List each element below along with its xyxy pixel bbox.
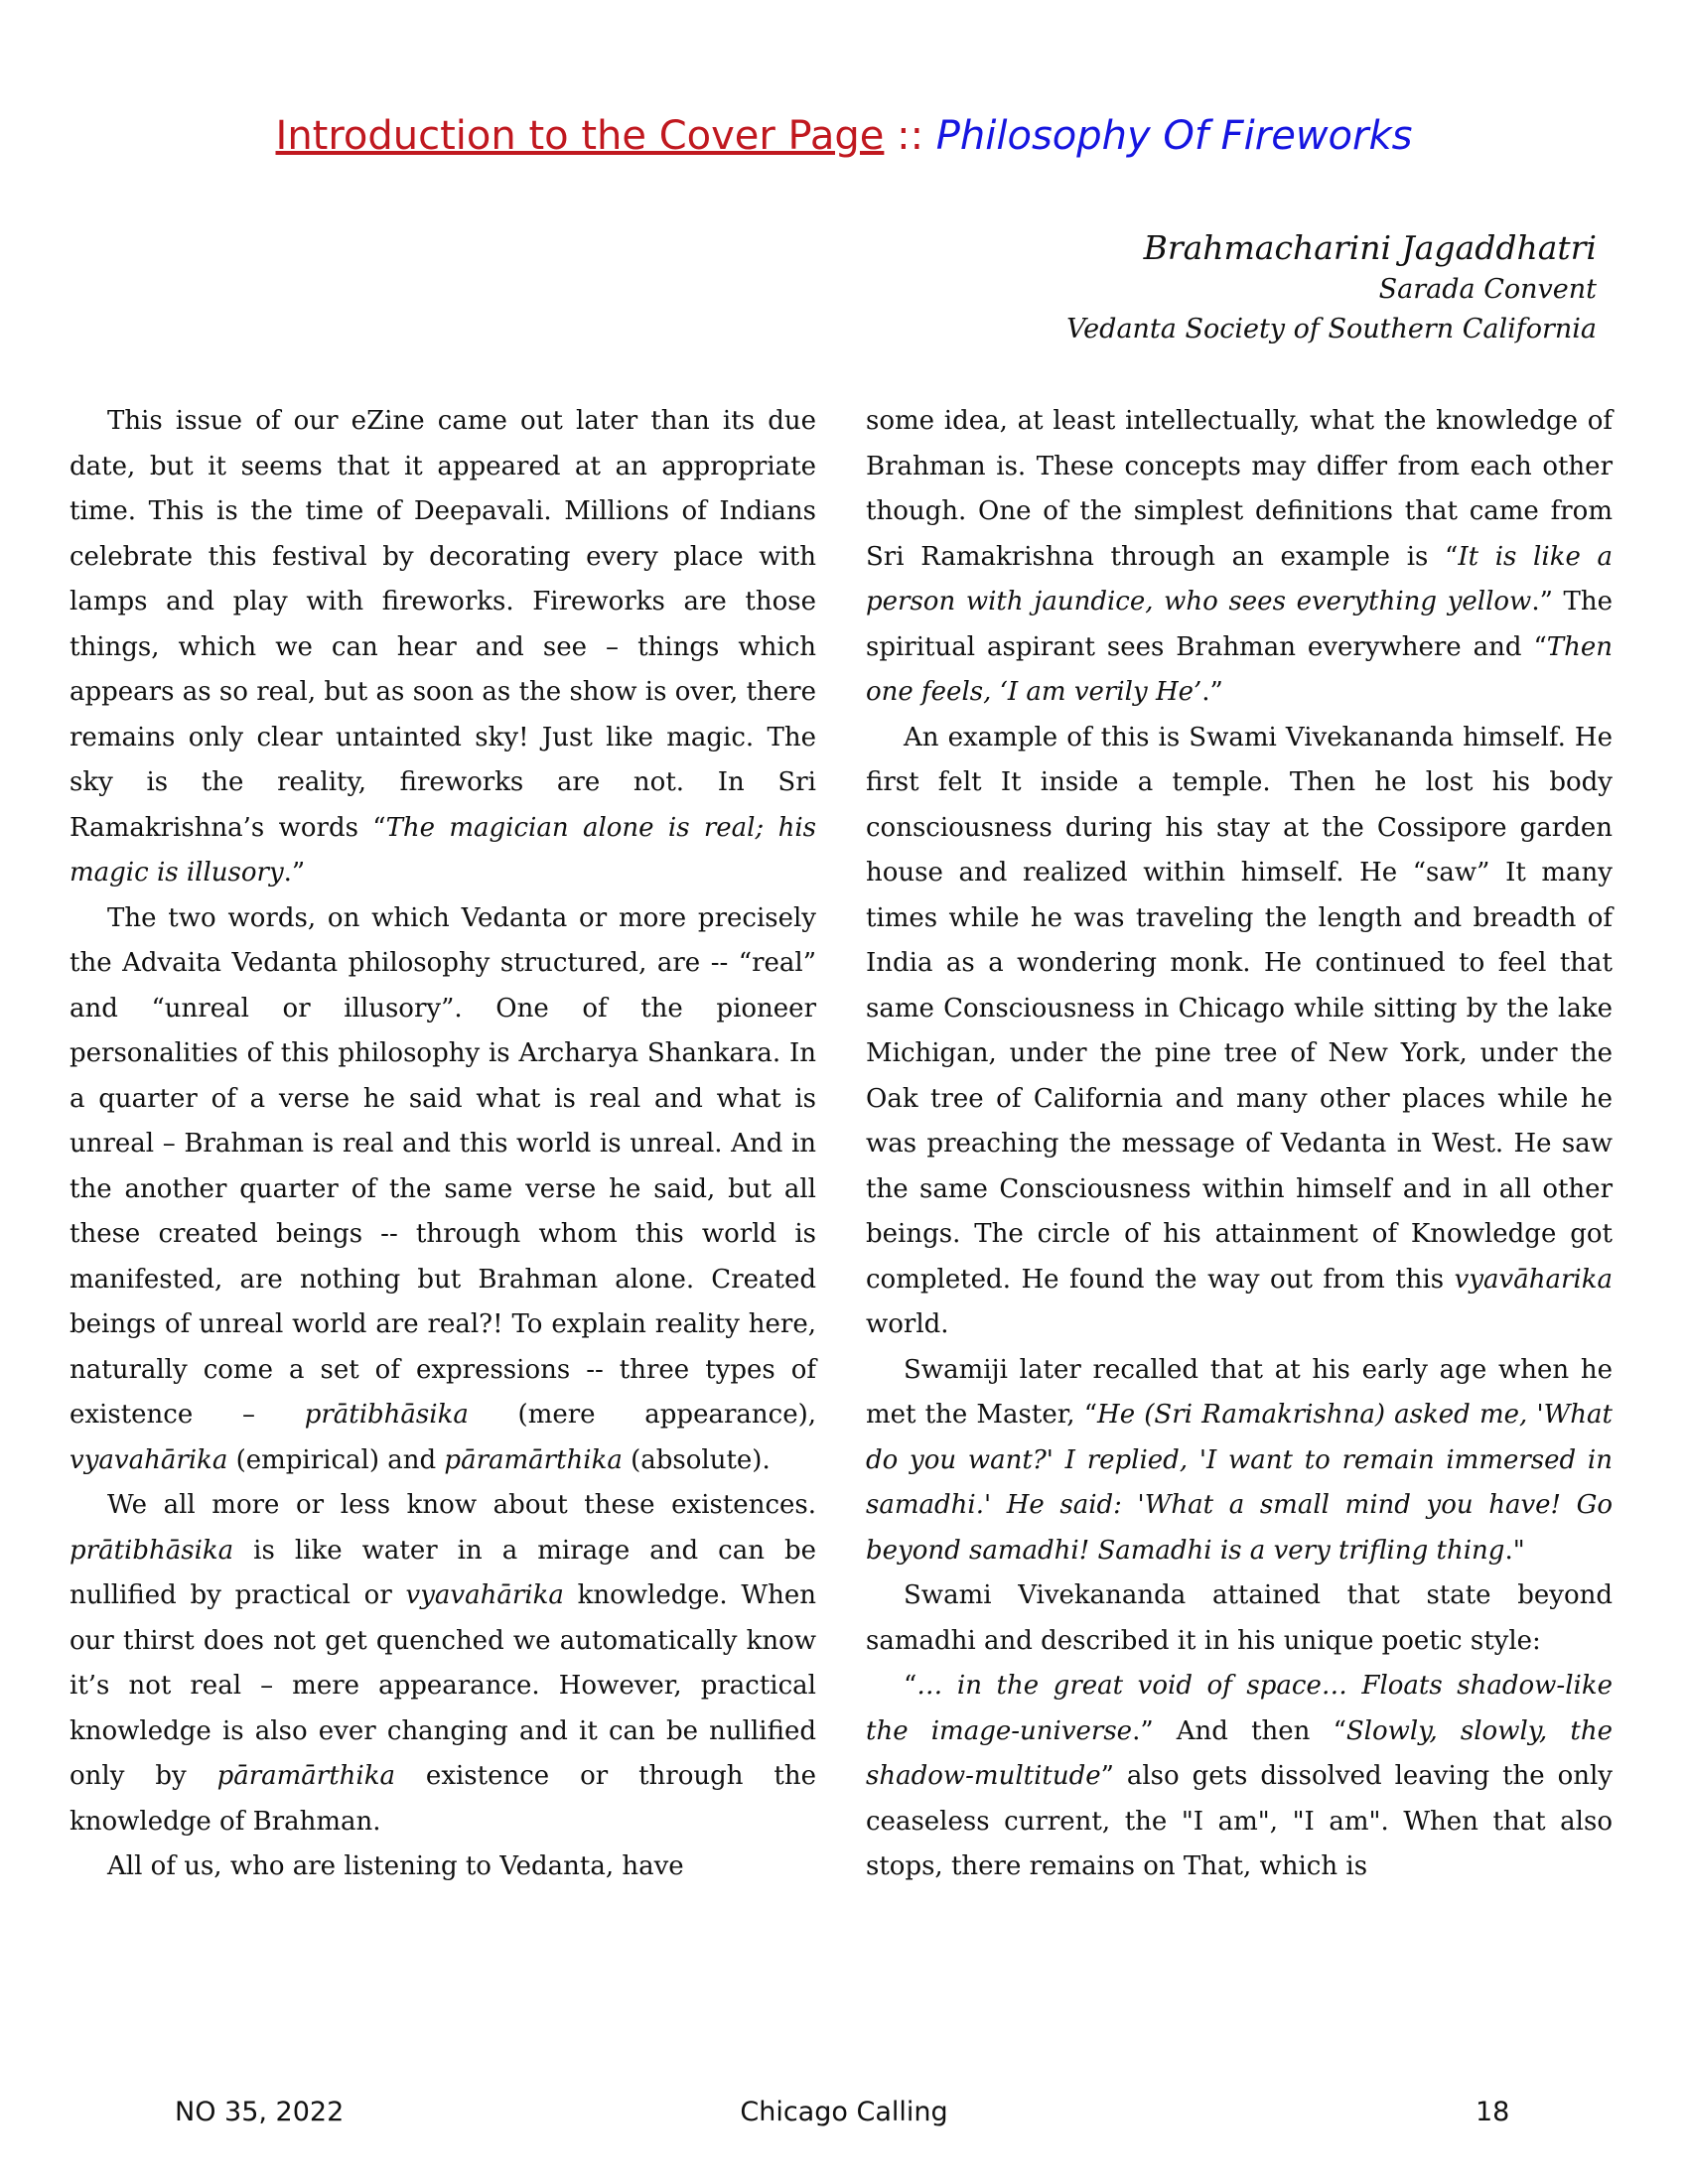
text-run: world. bbox=[866, 1309, 949, 1339]
paragraph bbox=[866, 399, 1613, 716]
text-run: ” also gets dissolved leaving the only ceaseless current, the "I am", "I am". When that also stops, there remains on That, which is bbox=[866, 1761, 1613, 1881]
paragraph bbox=[866, 1573, 1613, 1664]
text-run: .” bbox=[283, 858, 306, 887]
quote: He (Sri Ramakrishna) asked me, 'What do you want?' I replied, 'I want to remain immersed in samadhi.' He said: 'What a small mind you have! Go beyond samadhi! Samadhi is a very trifling thing bbox=[866, 1400, 1614, 1566]
title-separator: :: bbox=[884, 113, 936, 159]
paragraph bbox=[70, 1844, 816, 1890]
quote: Slowly, slowly, the shadow-multitude bbox=[866, 1715, 1613, 1791]
paragraph bbox=[866, 1664, 1613, 1890]
text-run: existence or through the knowledge of Brahman. bbox=[70, 1761, 816, 1837]
term: prātibhāsika bbox=[70, 1535, 234, 1566]
text-run: .” The spiritual aspirant sees Brahman everywhere and “ bbox=[866, 587, 1613, 662]
text-run: (empirical) and bbox=[227, 1444, 445, 1475]
author-affiliation: Sarada Convent bbox=[1378, 274, 1597, 305]
text-run: “ bbox=[904, 1671, 917, 1701]
page-footer bbox=[0, 2097, 1688, 2136]
term: pāramārthika bbox=[444, 1444, 623, 1475]
quote: Then one feels, ‘I am verily He’ bbox=[866, 631, 1613, 707]
text-run: All of us, who are listening to Vedanta, have bbox=[107, 1851, 684, 1881]
paragraph bbox=[70, 399, 816, 896]
term: pāramārthika bbox=[216, 1761, 396, 1791]
text-run: is like water in a mirage and can be nullified by practical or bbox=[70, 1535, 816, 1610]
text-run: some idea, at least intellectually, what the knowledge of Brahman is. These concepts may differ from each other though. One of the simplest definitions that came from Sri Ramakrishna through an example is “ bbox=[866, 406, 1613, 572]
page-number: 18 bbox=[1476, 2097, 1510, 2127]
term: vyavāharika bbox=[1454, 1264, 1613, 1295]
paragraph bbox=[866, 1348, 1613, 1574]
quote: … in the great void of space… Floats shadow-like the image-universe bbox=[866, 1671, 1613, 1746]
text-run: This issue of our eZine came out later than its due date, but it seems that it appeared at an appropriate time. This is the time of Deepavali. Millions of Indians celebrate this festival by decorating every place with lamps and play with fireworks. Fireworks are those things, which we can hear and see – things which appears as so real, but as soon as the show is over, there remains only clear untainted sky! Just like magic. The sky is the reality, fireworks are not. In Sri Ramakrishna’s words “ bbox=[70, 406, 816, 843]
text-run: ." bbox=[1504, 1535, 1525, 1566]
text-run: (mere appearance), bbox=[468, 1400, 816, 1430]
text-run: (absolute). bbox=[622, 1444, 771, 1475]
text-run: The two words, on which Vedanta or more precisely the Advaita Vedanta philosophy structured, are -- “real” and “unreal or illusory”. One of the pioneer personalities of this philosophy is Archarya Shankara. In a quarter of a verse he said what is real and what is unreal – Brahman is real and this world is unreal. And in the another quarter of the same verse he said, but all these created beings -- through whom this world is manifested, are nothing but Brahman alone. Created beings of unreal world are real?! To explain reality here, naturally come a set of expressions -- three types of existence – bbox=[70, 902, 816, 1430]
article-title: Philosophy Of Fireworks bbox=[935, 113, 1413, 159]
byline bbox=[1066, 226, 1597, 349]
term: prātibhāsika bbox=[304, 1400, 469, 1430]
text-run: We all more or less know about these existences. bbox=[107, 1490, 816, 1520]
term: vyavahārika bbox=[70, 1444, 228, 1475]
term: vyavahārika bbox=[405, 1580, 564, 1610]
text-run: .” bbox=[1201, 677, 1223, 707]
paragraph bbox=[866, 716, 1613, 1348]
cover-page-link[interactable]: Introduction to the Cover Page bbox=[275, 113, 885, 159]
issue-number: NO 35, 2022 bbox=[175, 2097, 345, 2127]
text-run: .” And then “ bbox=[1132, 1715, 1346, 1746]
paragraph bbox=[70, 1483, 816, 1844]
quote: It is like a person with jaundice, who sees everything yellow bbox=[866, 541, 1613, 616]
author-name: Brahmacharini Jagaddhatri bbox=[1143, 228, 1597, 267]
quote: The magician alone is real; his magic is illusory bbox=[70, 812, 816, 887]
magazine-name: Chicago Calling bbox=[740, 2097, 948, 2127]
paragraph bbox=[70, 896, 816, 1484]
text-run: Swami Vivekananda attained that state beyond samadhi and described it in his unique poetic style: bbox=[866, 1580, 1613, 1656]
page-title bbox=[0, 109, 1688, 163]
text-run: knowledge. When our thirst does not get quenched we automatically know it’s not real – mere appearance. However, practical knowledge is also ever changing and it can be nullified only by bbox=[70, 1580, 816, 1791]
author-organization: Vedanta Society of Southern California bbox=[1066, 314, 1597, 344]
left-column bbox=[70, 399, 816, 1890]
text-run: Swamiji later recalled that at his early age when he met the Master, “ bbox=[866, 1354, 1613, 1430]
text-run: An example of this is Swami Vivekananda himself. He first felt It inside a temple. Then he lost his body consciousness during his stay at the Cossipore garden house and realized within himself. He “saw” It many times while he was traveling the length and breadth of India as a wondering monk. He continued to feel that same Consciousness in Chicago while sitting by the lake Michigan, under the pine tree of New York, under the Oak tree of California and many other places while he was preaching the message of Vedanta in West. He saw the same Consciousness within himself and in all other beings. The circle of his attainment of Knowledge got completed. He found the way out from this bbox=[866, 722, 1613, 1295]
right-column bbox=[866, 399, 1613, 1890]
